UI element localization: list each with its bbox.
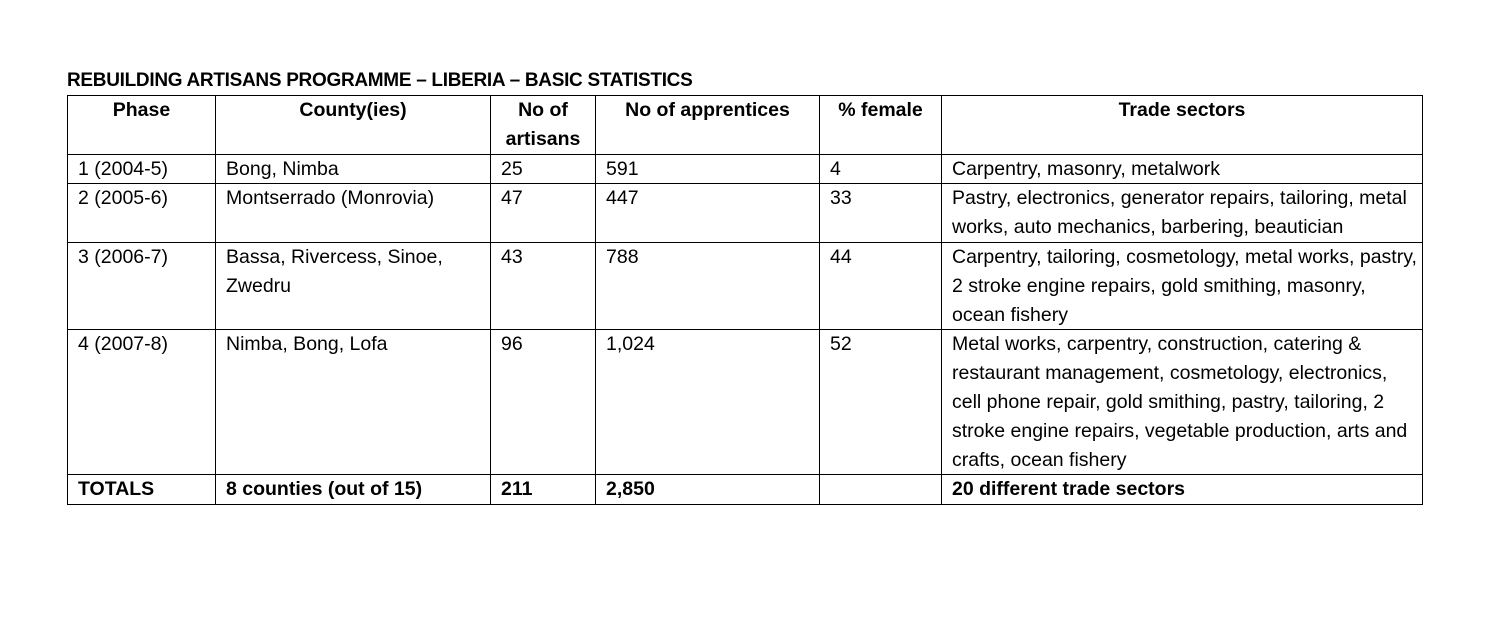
cell-county: Bassa, Rivercess, Sinoe, Zwedru — [216, 242, 491, 329]
totals-female — [820, 475, 942, 505]
totals-county: 8 counties (out of 15) — [216, 475, 491, 505]
cell-county: Nimba, Bong, Lofa — [216, 330, 491, 475]
header-trade: Trade sectors — [942, 96, 1423, 155]
statistics-table — [67, 95, 1423, 505]
totals-trade: 20 different trade sectors — [942, 475, 1423, 505]
cell-phase: 3 (2006-7) — [68, 242, 216, 329]
totals-row — [68, 475, 1423, 505]
cell-phase: 2 (2005-6) — [68, 184, 216, 243]
cell-female: 4 — [820, 154, 942, 184]
header-artisans-line2: artisans — [505, 127, 581, 150]
table-row — [68, 154, 1423, 184]
header-artisans-line1: No of — [518, 99, 568, 121]
totals-apprentices: 2,850 — [596, 475, 820, 505]
cell-county: Montserrado (Monrovia) — [216, 184, 491, 243]
document-title: REBUILDING ARTISANS PROGRAMME – LIBERIA – BASIC STATISTICS — [67, 70, 693, 91]
cell-artisans: 43 — [491, 242, 596, 329]
header-county: County(ies) — [216, 96, 491, 155]
header-artisans — [491, 96, 596, 155]
totals-artisans: 211 — [491, 475, 596, 505]
cell-county: Bong, Nimba — [216, 154, 491, 184]
cell-apprentices: 591 — [596, 154, 820, 184]
totals-label: TOTALS — [68, 475, 216, 505]
cell-artisans: 47 — [491, 184, 596, 243]
header-phase: Phase — [68, 96, 216, 155]
cell-trade: Carpentry, masonry, metalwork — [942, 154, 1423, 184]
cell-female: 52 — [820, 330, 942, 475]
header-apprentices: No of apprentices — [596, 96, 820, 155]
cell-apprentices: 788 — [596, 242, 820, 329]
table-row — [68, 330, 1423, 475]
cell-artisans: 25 — [491, 154, 596, 184]
cell-trade: Carpentry, tailoring, cosmetology, metal works, pastry, 2 stroke engine repairs, gold smithing, masonry, ocean fishery — [942, 242, 1423, 329]
header-female: % female — [820, 96, 942, 155]
cell-phase: 4 (2007-8) — [68, 330, 216, 475]
cell-phase: 1 (2004-5) — [68, 154, 216, 184]
cell-apprentices: 447 — [596, 184, 820, 243]
header-row — [68, 96, 1423, 155]
cell-artisans: 96 — [491, 330, 596, 475]
table-row — [68, 184, 1423, 243]
table-row — [68, 242, 1423, 329]
cell-female: 33 — [820, 184, 942, 243]
cell-apprentices: 1,024 — [596, 330, 820, 475]
cell-trade: Pastry, electronics, generator repairs, tailoring, metal works, auto mechanics, barbering, beautician — [942, 184, 1423, 243]
cell-trade: Metal works, carpentry, construction, catering & restaurant management, cosmetology, electronics, cell phone repair, gold smithing, pastry, tailoring, 2 stroke engine repairs, vegetable production, arts and crafts, ocean fishery — [942, 330, 1423, 475]
cell-female: 44 — [820, 242, 942, 329]
